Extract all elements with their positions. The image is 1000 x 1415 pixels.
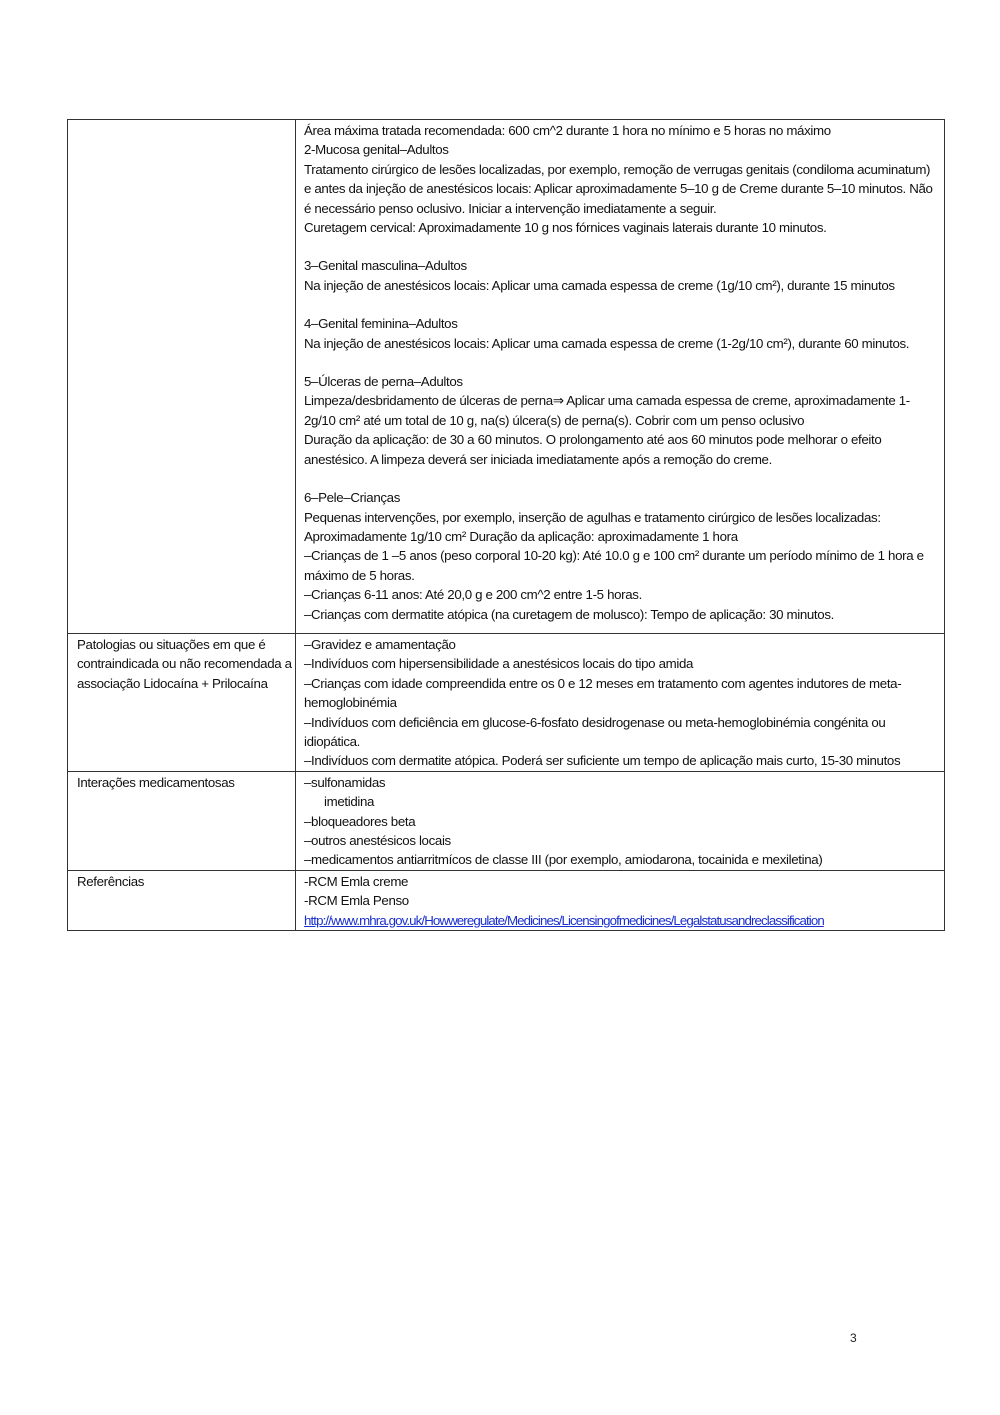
page-number: 3 — [850, 1331, 857, 1345]
reference-link[interactable]: http://www.mhra.gov.uk/Howweregulate/Medicines/Licensingofmedicines/Legalstatusandreclassification — [304, 912, 824, 928]
max-area-text: Área máxima tratada recomendada: 600 cm^2 durante 1 hora no mínimo e 5 horas no máximo — [304, 123, 831, 138]
content-table — [67, 119, 945, 931]
section-title-male: 3–Genital masculina–Adultos — [304, 258, 467, 274]
list-item: –Gravidez e amamentação — [304, 636, 456, 652]
list-item: –Indivíduos com dermatite atópica. Poderá ser suficiente um tempo de aplicação mais curto, 15-30 minutos — [304, 753, 901, 769]
ulcer-text-2: Duração da aplicação: de 30 a 60 minutos. O prolongamento até aos 60 minutos pode melhorar o efeito anestésico. A limpeza deverá ser iniciada imediatamente após a remoção do creme. — [304, 432, 882, 467]
table-row — [68, 870, 945, 930]
children-text-4: –Crianças com dermatite atópica (na curetagem de molusco): Tempo de aplicação: 30 minutos. — [304, 606, 834, 622]
section-title-mucosa: 2-Mucosa genital–Adultos — [304, 142, 449, 158]
list-item: –Indivíduos com deficiência em glucose-6-fosfato desidrogenase ou meta-hemoglobinémia congénita ou idiopática. — [304, 714, 886, 749]
row-label-interactions — [68, 771, 296, 870]
ulcer-text-1: Limpeza/desbridamento de úlceras de perna⇒ Aplicar uma camada espessa de creme, aproximadamente 1-2g/10 cm² até um total de 10 g, na(s) úlcera(s) de perna(s). Cobrir com um penso oclusivo — [304, 393, 910, 428]
male-text: Na injeção de anestésicos locais: Aplicar uma camada espessa de creme (1g/10 cm²), durante 15 minutos — [304, 277, 895, 293]
spacer — [304, 295, 938, 314]
list-item: –Indivíduos com hipersensibilidade a anestésicos locais do tipo amida — [304, 656, 694, 672]
list-item: -RCM Emla Penso — [304, 893, 409, 909]
contraindications-label: Patologias ou situações em que é contraindicada ou não recomendada a associação Lidocaína + Prilocaína — [77, 636, 292, 691]
list-item: –Crianças com idade compreendida entre os 0 e 12 meses em tratamento com agentes indutores de meta-hemoglobinémia — [304, 675, 902, 711]
table-row — [68, 633, 945, 771]
spacer — [304, 237, 938, 256]
row-label-contraindications — [68, 633, 296, 771]
references-cell — [296, 870, 945, 930]
children-text-1: Pequenas intervenções, por exemplo, inserção de agulhas e tratamento cirúrgico de lesões localizadas: Aproximadamente 1g/10 cm² Duração da aplicação: aproximadamente 1 hora — [304, 509, 881, 544]
contraindications-cell — [296, 633, 945, 771]
section-title-ulcers: 5–Úlceras de perna–Adultos — [304, 374, 463, 390]
list-item: –outros anestésicos locais — [304, 833, 451, 848]
spacer — [304, 353, 938, 372]
application-instructions-cell — [296, 120, 945, 634]
section-title-children: 6–Pele–Crianças — [304, 490, 401, 506]
list-item: imetidina — [324, 794, 375, 810]
section-title-female: 4–Genital feminina–Adultos — [304, 316, 458, 332]
interactions-label: Interações medicamentosas — [77, 774, 235, 790]
spacer — [304, 624, 938, 633]
list-item: –bloqueadores beta — [304, 813, 416, 829]
mucosa-text: Tratamento cirúrgico de lesões localizadas, por exemplo, remoção de verrugas genitais (condiloma acuminatum) e antes da injeção de anestésicos locais: Aplicar aproximadamente 5–10 g de Creme durante 5–10 minutos. Não é necessário penso oclusivo. Iniciar a intervenção imediatamente a seguir. — [304, 161, 933, 216]
table-row — [68, 771, 945, 870]
children-text-3: –Crianças 6-11 anos: Até 20,0 g e 200 cm^2 entre 1-5 horas. — [304, 587, 642, 603]
cervical-text: Curetagem cervical: Aproximadamente 10 g nos fórnices vaginais laterais durante 10 minutos. — [304, 220, 827, 236]
table-row — [68, 120, 945, 634]
row-label-empty — [68, 120, 296, 634]
list-item: –medicamentos antiarritmícos de classe III (por exemplo, amiodarona, tocainida e mexiletina) — [304, 852, 823, 868]
children-text-2: –Crianças de 1 –5 anos (peso corporal 10-20 kg): Até 10.0 g e 100 cm² durante um período mínimo de 1 hora e máximo de 5 horas. — [304, 548, 924, 583]
row-label-references — [68, 870, 296, 930]
list-item: -RCM Emla creme — [304, 873, 409, 889]
list-item: –sulfonamidas — [304, 774, 386, 790]
female-text: Na injeção de anestésicos locais: Aplicar uma camada espessa de creme (1-2g/10 cm²), durante 60 minutos. — [304, 335, 910, 351]
references-label: Referências — [77, 873, 145, 889]
spacer — [304, 469, 938, 488]
interactions-cell — [296, 771, 945, 870]
